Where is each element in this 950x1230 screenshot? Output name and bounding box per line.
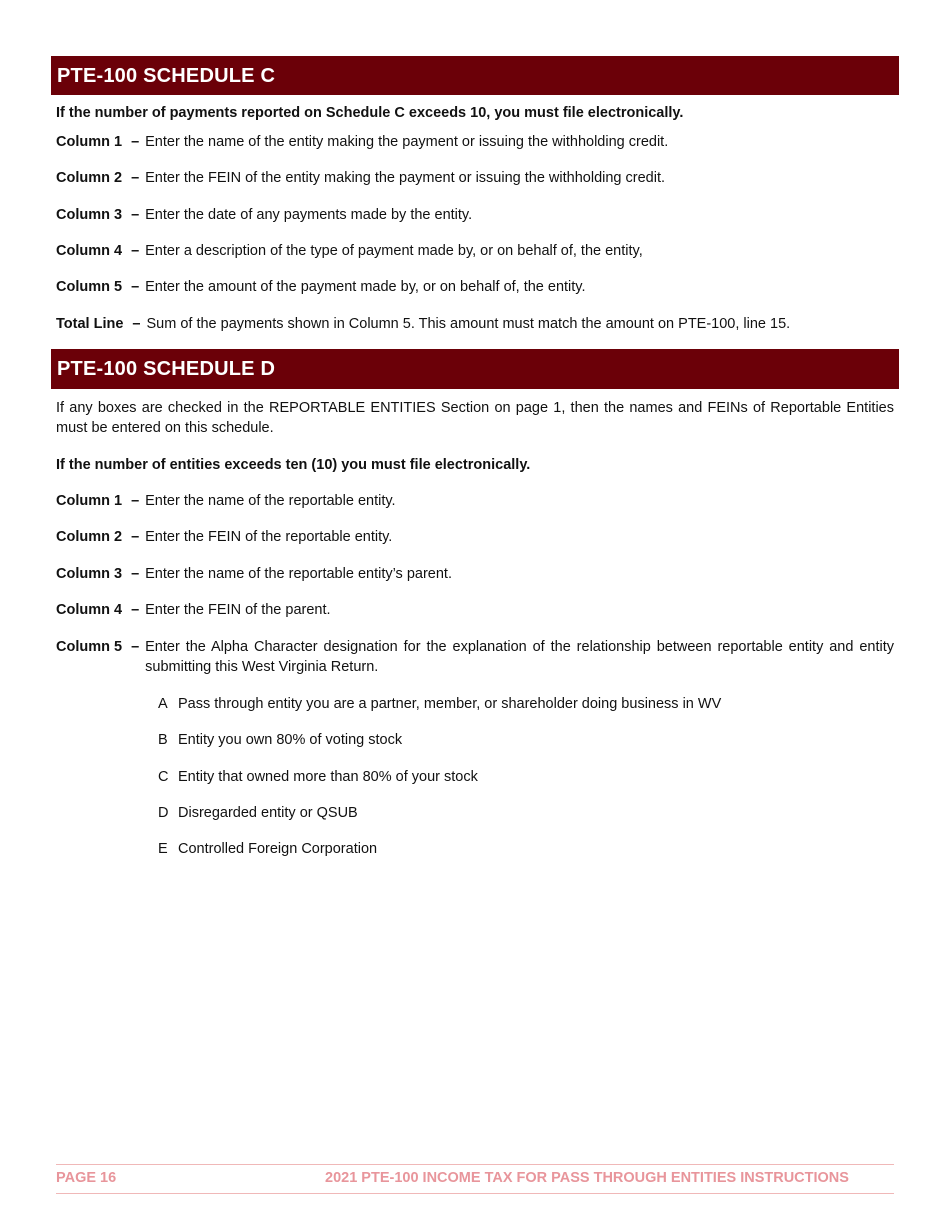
schedule-c-total-line (56, 314, 894, 334)
item-dash: – (131, 134, 140, 150)
item-text: Enter the amount of the payment made by, or on behalf of, the entity. (145, 279, 586, 295)
item-dash: – (131, 639, 140, 655)
item-dash: – (131, 279, 140, 295)
item-label: Column 1 (56, 493, 123, 509)
schedule-c-item (56, 132, 894, 152)
item-dash: – (131, 566, 140, 582)
item-text: Enter the date of any payments made by the entity. (145, 207, 473, 223)
item-dash: – (131, 602, 140, 618)
code-letter: E (158, 841, 168, 857)
schedule-c-item (56, 241, 894, 261)
schedule-c-item (56, 205, 894, 225)
item-label: Column 4 (56, 243, 123, 259)
code-text: Disregarded entity or QSUB (178, 805, 358, 821)
code-text: Entity you own 80% of voting stock (178, 732, 403, 748)
schedule-c-notice: If the number of payments reported on Schedule C exceeds 10, you must file electronically. (56, 105, 684, 121)
item-text: Enter the Alpha Character designation for the explanation of the relationship between reportable entity and entity submitting this West Virginia Return. (145, 639, 894, 675)
relationship-code (158, 803, 358, 823)
item-label: Column 3 (56, 207, 123, 223)
item-text: Enter the FEIN of the entity making the payment or issuing the withholding credit. (145, 170, 665, 186)
code-text: Pass through entity you are a partner, member, or shareholder doing business in WV (178, 696, 722, 712)
footer-top-rule (56, 1164, 894, 1165)
item-dash: – (131, 170, 140, 186)
item-text: Enter the name of the reportable entity. (145, 493, 396, 509)
relationship-code (158, 694, 721, 714)
code-letter: D (158, 805, 169, 821)
code-letter: C (158, 769, 169, 785)
code-text: Controlled Foreign Corporation (178, 841, 378, 857)
item-text: Enter the name of the reportable entity’s parent. (145, 566, 452, 582)
item-text: Enter the name of the entity making the payment or issuing the withholding credit. (145, 134, 669, 150)
item-text: Sum of the payments shown in Column 5. This amount must match the amount on PTE-100, line 15. (146, 316, 791, 332)
item-dash: – (132, 316, 141, 332)
item-dash: – (131, 493, 140, 509)
item-text: Enter a description of the type of payment made by, or on behalf of, the entity, (145, 243, 643, 259)
schedule-c-item (56, 168, 894, 188)
item-label: Column 5 (56, 279, 123, 295)
item-label: Column 5 (56, 639, 123, 655)
schedule-c-underline (51, 94, 899, 95)
item-text: Enter the FEIN of the parent. (145, 602, 331, 618)
schedule-d-heading: PTE-100 SCHEDULE D (51, 349, 899, 389)
item-dash: – (131, 243, 140, 259)
schedule-d-item (56, 491, 894, 511)
relationship-code (158, 730, 402, 750)
schedule-d-item (56, 564, 894, 584)
schedule-c-item (56, 277, 894, 297)
item-label: Column 2 (56, 529, 123, 545)
code-letter: A (158, 696, 168, 712)
footer-page-number: PAGE 16 (56, 1170, 117, 1186)
code-text: Entity that owned more than 80% of your stock (178, 769, 478, 785)
item-text: Enter the FEIN of the reportable entity. (145, 529, 393, 545)
relationship-code (158, 767, 478, 787)
schedule-d-item (56, 527, 894, 547)
item-dash: – (131, 207, 140, 223)
item-label: Column 3 (56, 566, 123, 582)
schedule-d-notice: If the number of entities exceeds ten (10) you must file electronically. (56, 457, 531, 473)
schedule-d-item (56, 637, 894, 677)
footer-bottom-rule (56, 1193, 894, 1194)
item-label: Column 2 (56, 170, 123, 186)
footer-document-title: 2021 PTE-100 INCOME TAX FOR PASS THROUGH ENTITIES INSTRUCTIONS (325, 1170, 849, 1186)
schedule-d-item (56, 600, 894, 620)
item-label: Column 4 (56, 602, 123, 618)
item-label: Total Line (56, 316, 124, 332)
item-label: Column 1 (56, 134, 123, 150)
schedule-c-heading: PTE-100 SCHEDULE C (51, 56, 899, 94)
item-dash: – (131, 529, 140, 545)
code-letter: B (158, 732, 168, 748)
relationship-code (158, 839, 377, 859)
schedule-d-intro: If any boxes are checked in the REPORTABLE ENTITIES Section on page 1, then the names and FEINs of Reportable Entities must be entered on this schedule. (56, 400, 894, 436)
